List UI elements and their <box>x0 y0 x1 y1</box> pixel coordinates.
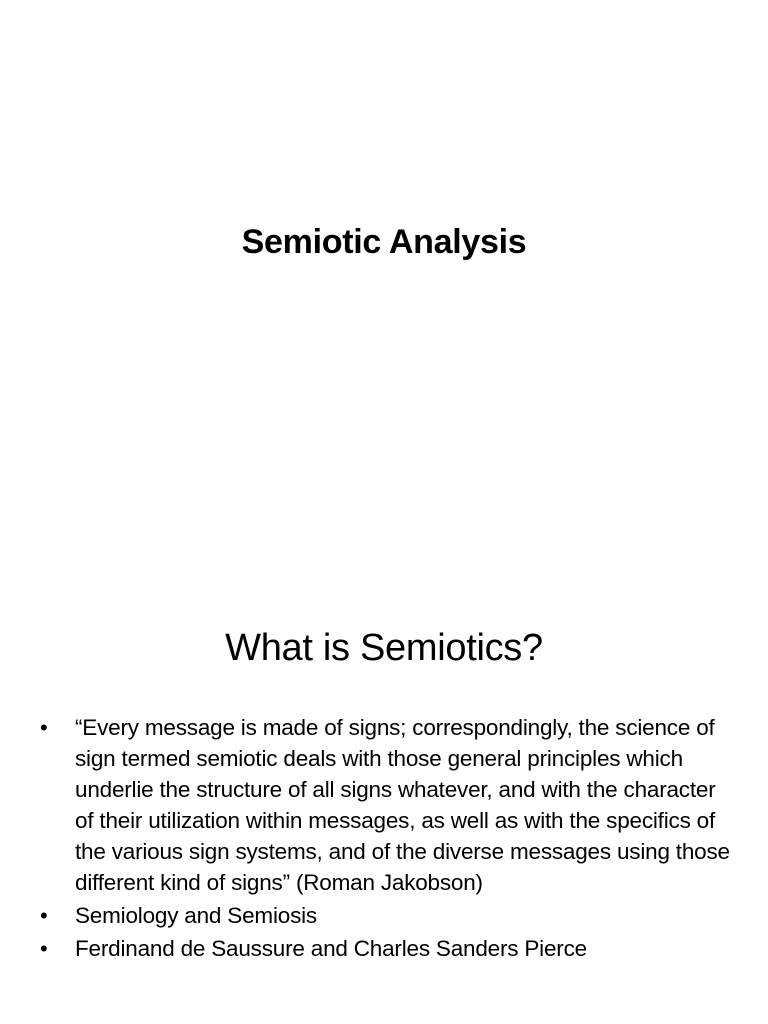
bullet-text: Ferdinand de Saussure and Charles Sanders Pierce <box>75 936 587 961</box>
bullet-item-semiology <box>40 900 730 931</box>
slide-heading: What is Semiotics? <box>225 627 543 669</box>
bullet-text: “Every message is made of signs; correspondingly, the science of sign termed semiotic deals with those general principles which underlie the structure of all signs whatever, and with the character of their utilization within messages, as well as with the specifics of the various sign systems, and of the diverse messages using those different kind of signs” (Roman Jakobson) <box>75 715 730 895</box>
bullet-icon: • <box>40 903 48 928</box>
bullet-item-saussure-pierce <box>40 933 730 964</box>
bullet-item-jakobson-quote <box>40 712 730 898</box>
bullet-list <box>40 712 730 966</box>
content-slide <box>0 576 768 1024</box>
bullet-icon: • <box>40 715 48 740</box>
bullet-icon: • <box>40 936 48 961</box>
slide-title: Semiotic Analysis <box>241 223 527 261</box>
bullet-text: Semiology and Semiosis <box>75 903 317 928</box>
